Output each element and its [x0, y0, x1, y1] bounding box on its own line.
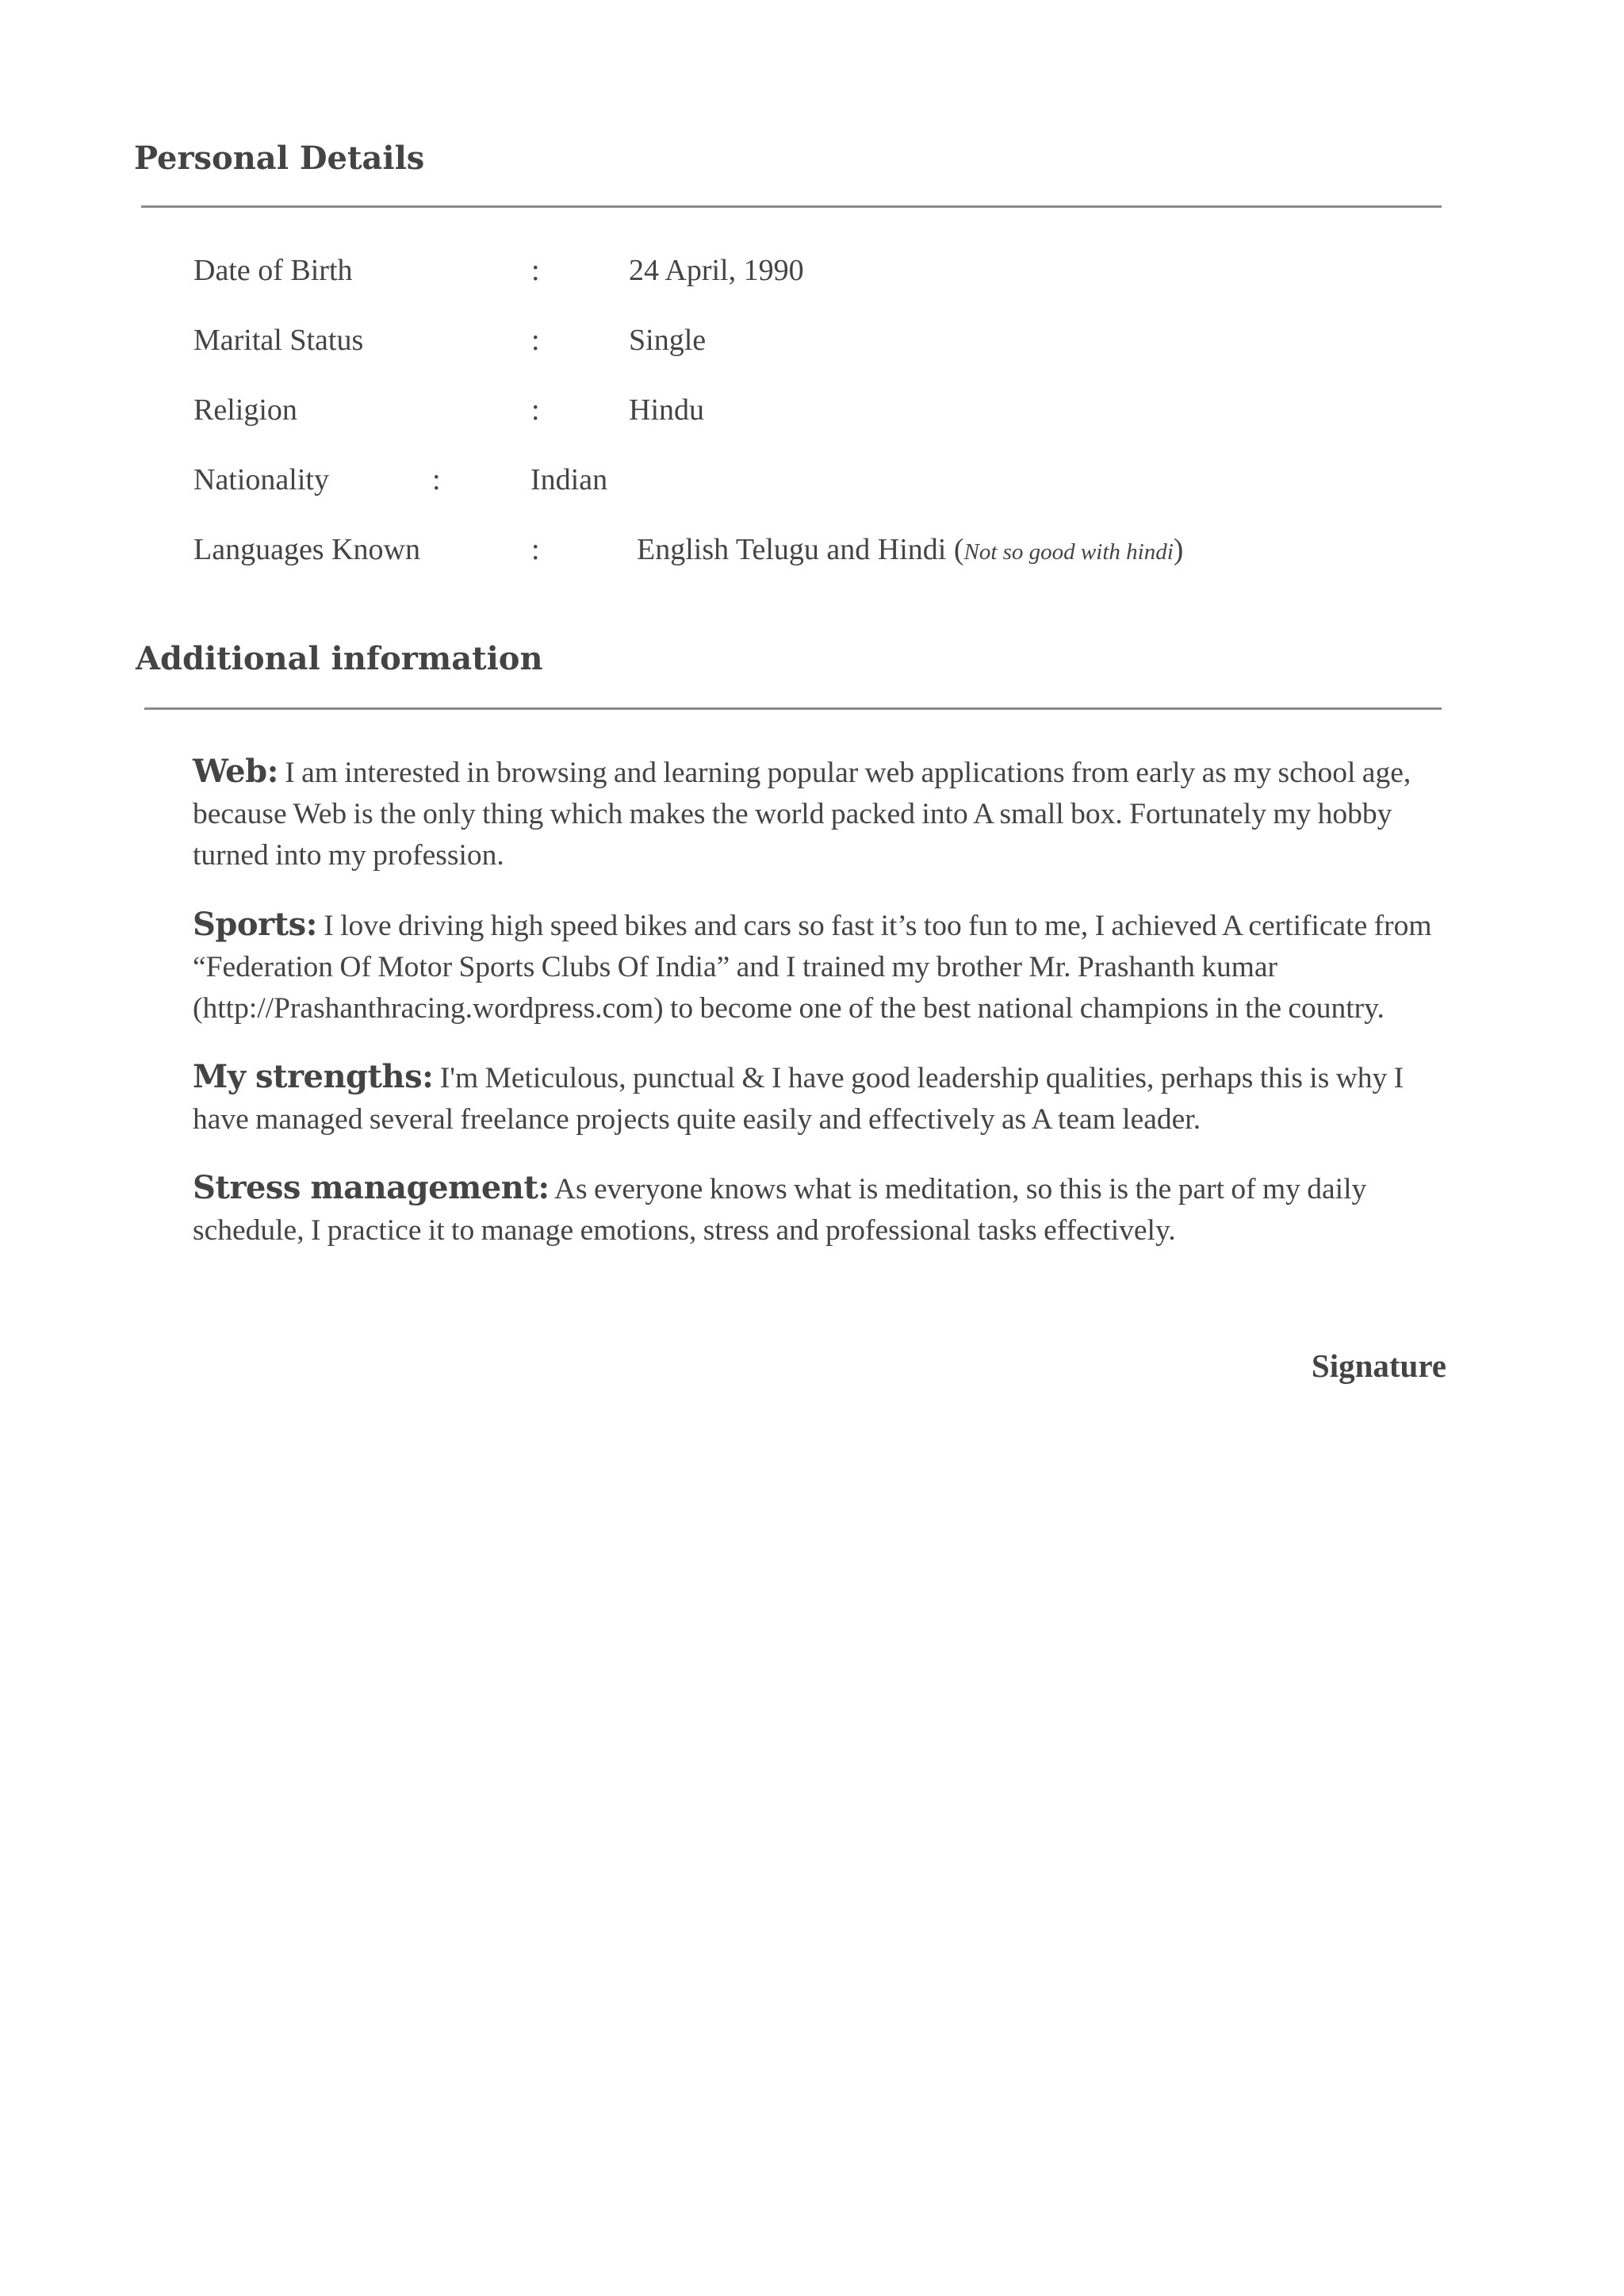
detail-colon: : — [432, 463, 441, 496]
detail-label: Nationality — [193, 463, 329, 496]
detail-value: 24 April, 1990 — [629, 254, 804, 287]
signature-label: Signature — [1311, 1347, 1446, 1384]
paragraph-text: I'm Meticulous, punctual & I have good leadership qualities, perhaps this is why I have managed several freelance projects quite easily and effectively as A team leader. — [193, 1062, 1404, 1136]
additional-info-heading: Additional information — [136, 640, 543, 677]
paragraph-label: My strengths: — [193, 1058, 434, 1095]
detail-value: Hindu — [629, 393, 704, 427]
paragraph-text: I am interested in browsing and learning popular web applications from early as my school age, because Web is the only thing which makes the world packed into A small box. Fortunately my hobby turned into my profession. — [193, 757, 1411, 872]
additional-info-divider — [144, 707, 1442, 710]
detail-label: Date of Birth — [193, 254, 353, 287]
detail-value: Indian — [530, 463, 608, 496]
personal-details-heading: Personal Details — [134, 140, 425, 177]
paragraph-label: Stress management: — [193, 1169, 550, 1206]
detail-label: Marital Status — [193, 324, 364, 357]
detail-value — [637, 535, 1183, 565]
languages-close-paren: ) — [1173, 533, 1184, 566]
detail-colon: : — [531, 533, 540, 566]
detail-colon: : — [531, 254, 540, 287]
paragraph-label: Sports: — [193, 906, 317, 943]
paragraph-text: I love driving high speed bikes and cars so fast it’s too fun to me, I achieved A certificate from “Federation Of Motor Sports Clubs Of India” and I trained my brother Mr. Prashanth kumar (http://Prashanthracing.wordpress.com) to become one of the best national champions in the country. — [193, 910, 1432, 1025]
personal-details-divider — [141, 205, 1442, 208]
paragraph-strengths — [193, 1056, 1450, 1140]
detail-colon: : — [531, 393, 540, 427]
detail-colon: : — [531, 324, 540, 357]
detail-label: Religion — [193, 393, 297, 427]
paragraph-label: Web: — [193, 753, 278, 790]
detail-value: Single — [629, 324, 707, 357]
paragraph-stress-management — [193, 1167, 1450, 1251]
detail-label: Languages Known — [193, 533, 420, 566]
languages-note: Not so good with hindi — [963, 539, 1174, 565]
paragraph-sports — [193, 904, 1450, 1029]
paragraph-web — [193, 751, 1450, 876]
paragraph-text: As everyone knows what is meditation, so this is the part of my daily schedule, I practice it to manage emotions, stress and professional tasks effectively. — [193, 1173, 1367, 1247]
languages-text: English Telugu and Hindi ( — [637, 533, 964, 566]
